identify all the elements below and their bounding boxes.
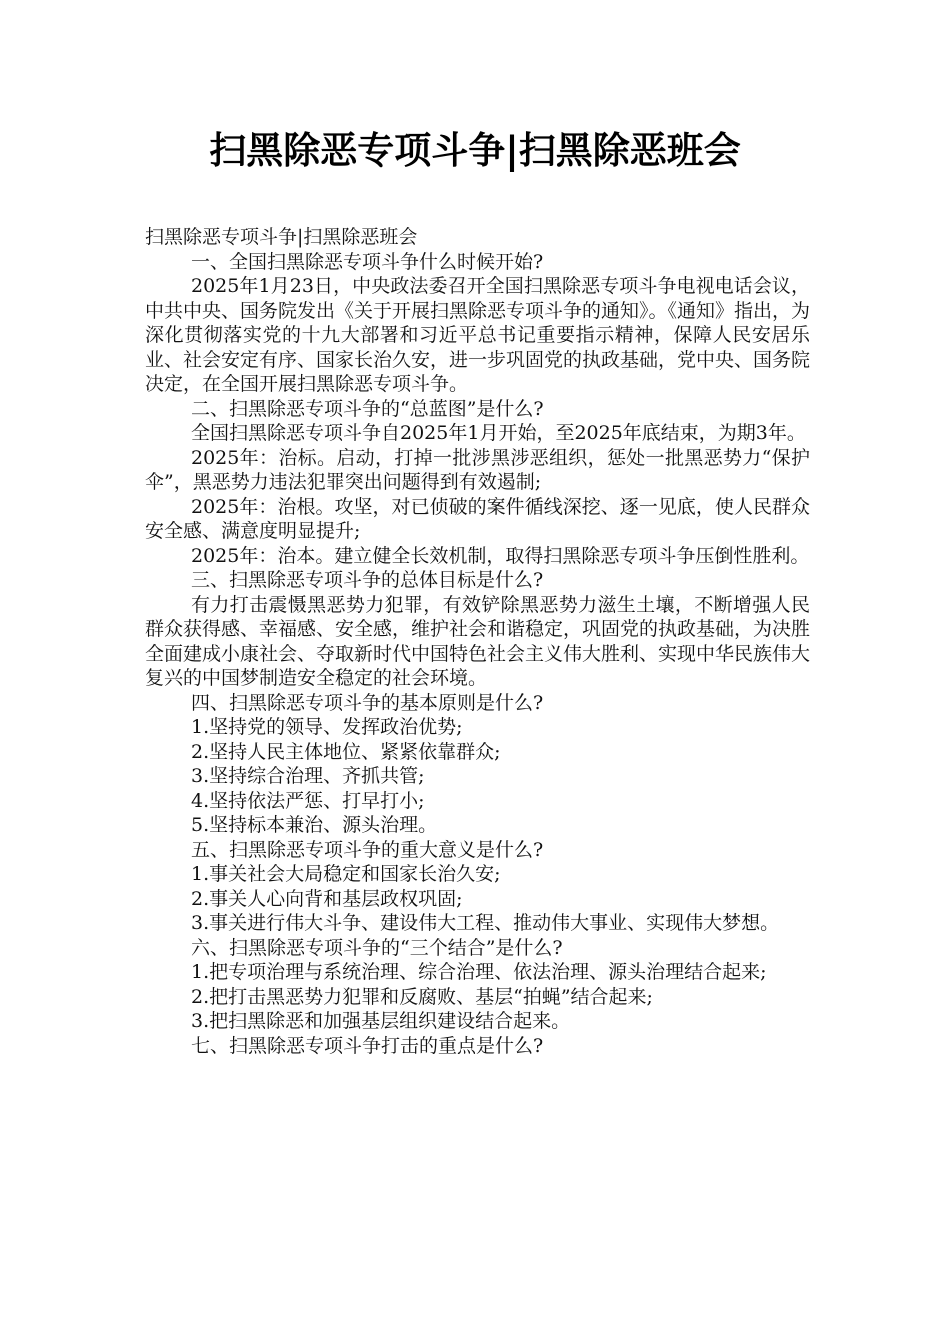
list-item: 2.事关人心向背和基层政权巩固; <box>191 887 463 910</box>
paragraph: 2025年：治根。攻坚，对已侦破的案件循线深挖、逐一见底，使人民群众安全感、满意度明显提升; <box>145 495 810 542</box>
paragraph-subtitle: 扫黑除恶专项斗争|扫黑除恶班会 <box>145 226 418 248</box>
list-item: 2.坚持人民主体地位、紧紧依靠群众; <box>191 740 501 763</box>
section-heading-3: 三、扫黑除恶专项斗争的总体目标是什么? <box>191 569 544 591</box>
list-item: 4.坚持依法严惩、打早打小; <box>191 789 425 812</box>
section-heading-7: 七、扫黑除恶专项斗争打击的重点是什么? <box>191 1034 544 1057</box>
list-item: 2.把打击黑恶势力犯罪和反腐败、基层“拍蝇”结合起来; <box>191 985 653 1008</box>
section-heading-4: 四、扫黑除恶专项斗争的基本原则是什么? <box>191 691 544 714</box>
section-heading-1: 一、全国扫黑除恶专项斗争什么时候开始? <box>191 250 544 273</box>
list-item: 3.把扫黑除恶和加强基层组织建设结合起来。 <box>191 1010 571 1032</box>
document-body <box>145 225 810 1058</box>
section-heading-5: 五、扫黑除恶专项斗争的重大意义是什么? <box>191 838 544 861</box>
paragraph: 有力打击震慑黑恶势力犯罪，有效铲除黑恶势力滋生土壤，不断增强人民群众获得感、幸福感、安全感，维护社会和谐稳定，巩固党的执政基础，为决胜全面建成小康社会、夺取新时代中国特色社会主义伟大胜利、实现中华民族伟大复兴的中国梦制造安全稳定的社会环境。 <box>145 593 811 689</box>
section-heading-6: 六、扫黑除恶专项斗争的“三个结合”是什么? <box>191 936 563 959</box>
paragraph: 2025年1月23日，中央政法委召开全国扫黑除恶专项斗争电视电话会议，中共中央、国务院发出《关于开展扫黑除恶专项斗争的通知》。《通知》指出，为深化贯彻落实党的十九大部署和习近平总书记重要指示精神，保障人民安居乐业、社会安定有序、国家长治久安，进一步巩固党的执政基础，党中央、国务院决定，在全国开展扫黑除恶专项斗争。 <box>145 275 811 395</box>
list-item: 3.坚持综合治理、齐抓共管; <box>191 765 425 787</box>
list-item: 5.坚持标本兼治、源头治理。 <box>191 814 438 836</box>
paragraph: 全国扫黑除恶专项斗争自2025年1月开始，至2025年底结束，为期3年。 <box>191 422 806 444</box>
section-heading-2: 二、扫黑除恶专项斗争的“总蓝图”是什么? <box>191 397 544 420</box>
list-item: 1.坚持党的领导、发挥政治优势; <box>191 716 463 738</box>
paragraph: 2025年：治本。建立健全长效机制，取得扫黑除恶专项斗争压倒性胜利。 <box>191 544 810 567</box>
list-item: 3.事关进行伟大斗争、建设伟大工程、推动伟大事业、实现伟大梦想。 <box>191 912 780 934</box>
document-title: 扫黑除恶专项斗争|扫黑除恶班会 <box>209 129 741 172</box>
list-item: 1.事关社会大局稳定和国家长治久安; <box>191 863 501 885</box>
list-item: 1.把专项治理与系统治理、综合治理、依法治理、源头治理结合起来; <box>191 961 767 983</box>
paragraph: 2025年：治标。启动，打掉一批涉黑涉恶组织，惩处一批黑恶势力“保护伞”，黑恶势力违法犯罪突出问题得到有效遏制; <box>145 446 810 493</box>
